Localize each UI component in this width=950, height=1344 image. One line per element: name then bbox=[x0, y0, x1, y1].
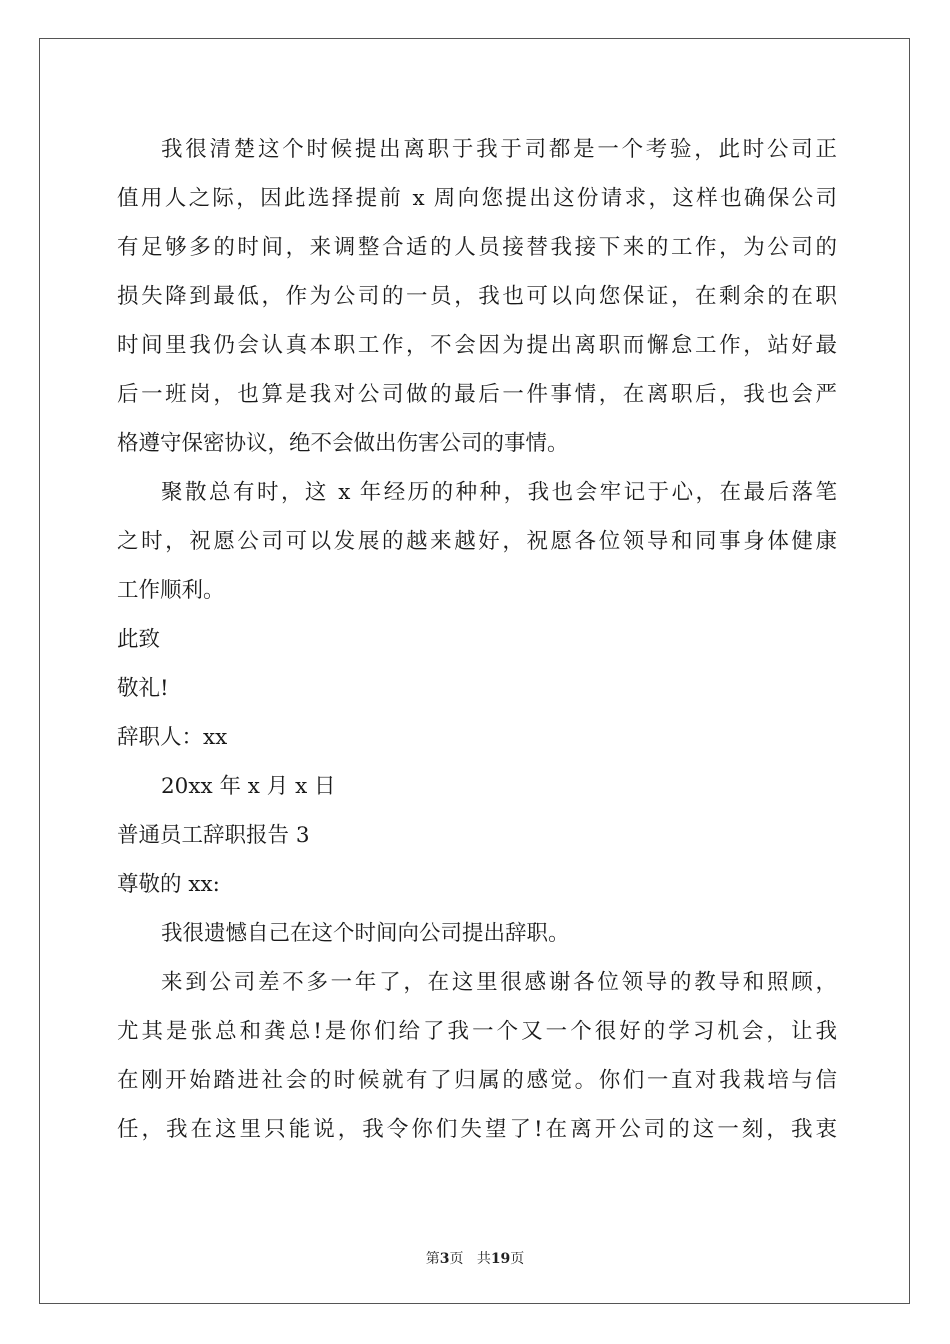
paragraph-line: 格遵守保密协议，绝不会做出伤害公司的事情。 bbox=[117, 431, 569, 456]
closing-salutation: 此致 bbox=[117, 627, 161, 652]
paragraph-line: 时间里我仍会认真本职工作，不会因为提出离职而懈怠工作，站好最 bbox=[117, 333, 837, 358]
paragraph-line: 后一班岗，也算是我对公司做的最后一件事情，在离职后，我也会严 bbox=[117, 382, 837, 407]
paragraph-line: 我很清楚这个时候提出离职于我于司都是一个考验，此时公司正 bbox=[161, 137, 837, 162]
signature-line: 辞职人：xx bbox=[117, 725, 228, 750]
paragraph-line: 损失降到最低，作为公司的一员，我也可以向您保证，在剩余的在职 bbox=[117, 284, 837, 309]
page-prefix: 第 bbox=[425, 1251, 440, 1267]
greeting-line: 尊敬的 xx: bbox=[117, 872, 220, 897]
section-title: 普通员工辞职报告 3 bbox=[117, 823, 310, 848]
page-suffix: 页 bbox=[449, 1251, 464, 1267]
page-footer bbox=[0, 1248, 950, 1268]
page-number: 3 bbox=[439, 1251, 450, 1267]
paragraph-line: 有足够多的时间，来调整合适的人员接替我接下来的工作，为公司的 bbox=[117, 235, 837, 260]
paragraph-line: 聚散总有时，这 x 年经历的种种，我也会牢记于心，在最后落笔 bbox=[161, 480, 837, 505]
paragraph-line: 值用人之际，因此选择提前 x 周向您提出这份请求，这样也确保公司 bbox=[117, 186, 837, 211]
total-suffix: 页 bbox=[510, 1251, 525, 1267]
date-line: 20xx 年 x 月 x 日 bbox=[161, 774, 336, 799]
total-prefix: 共 bbox=[476, 1251, 491, 1267]
paragraph-line: 之时，祝愿公司可以发展的越来越好，祝愿各位领导和同事身体健康 bbox=[117, 529, 837, 554]
paragraph-line: 我很遗憾自己在这个时间向公司提出辞职。 bbox=[161, 921, 570, 946]
document-body bbox=[117, 125, 837, 1154]
total-pages: 19 bbox=[490, 1251, 511, 1267]
closing-regards: 敬礼! bbox=[117, 676, 169, 701]
paragraph-line: 来到公司差不多一年了，在这里很感谢各位领导的教导和照顾， bbox=[161, 970, 837, 995]
paragraph-line: 尤其是张总和龚总!是你们给了我一个又一个很好的学习机会，让我 bbox=[117, 1019, 837, 1044]
paragraph-line: 工作顺利。 bbox=[117, 578, 225, 603]
paragraph-line: 任，我在这里只能说，我令你们失望了!在离开公司的这一刻，我衷 bbox=[117, 1117, 837, 1142]
paragraph-line: 在刚开始踏进社会的时候就有了归属的感觉。你们一直对我栽培与信 bbox=[117, 1068, 837, 1093]
